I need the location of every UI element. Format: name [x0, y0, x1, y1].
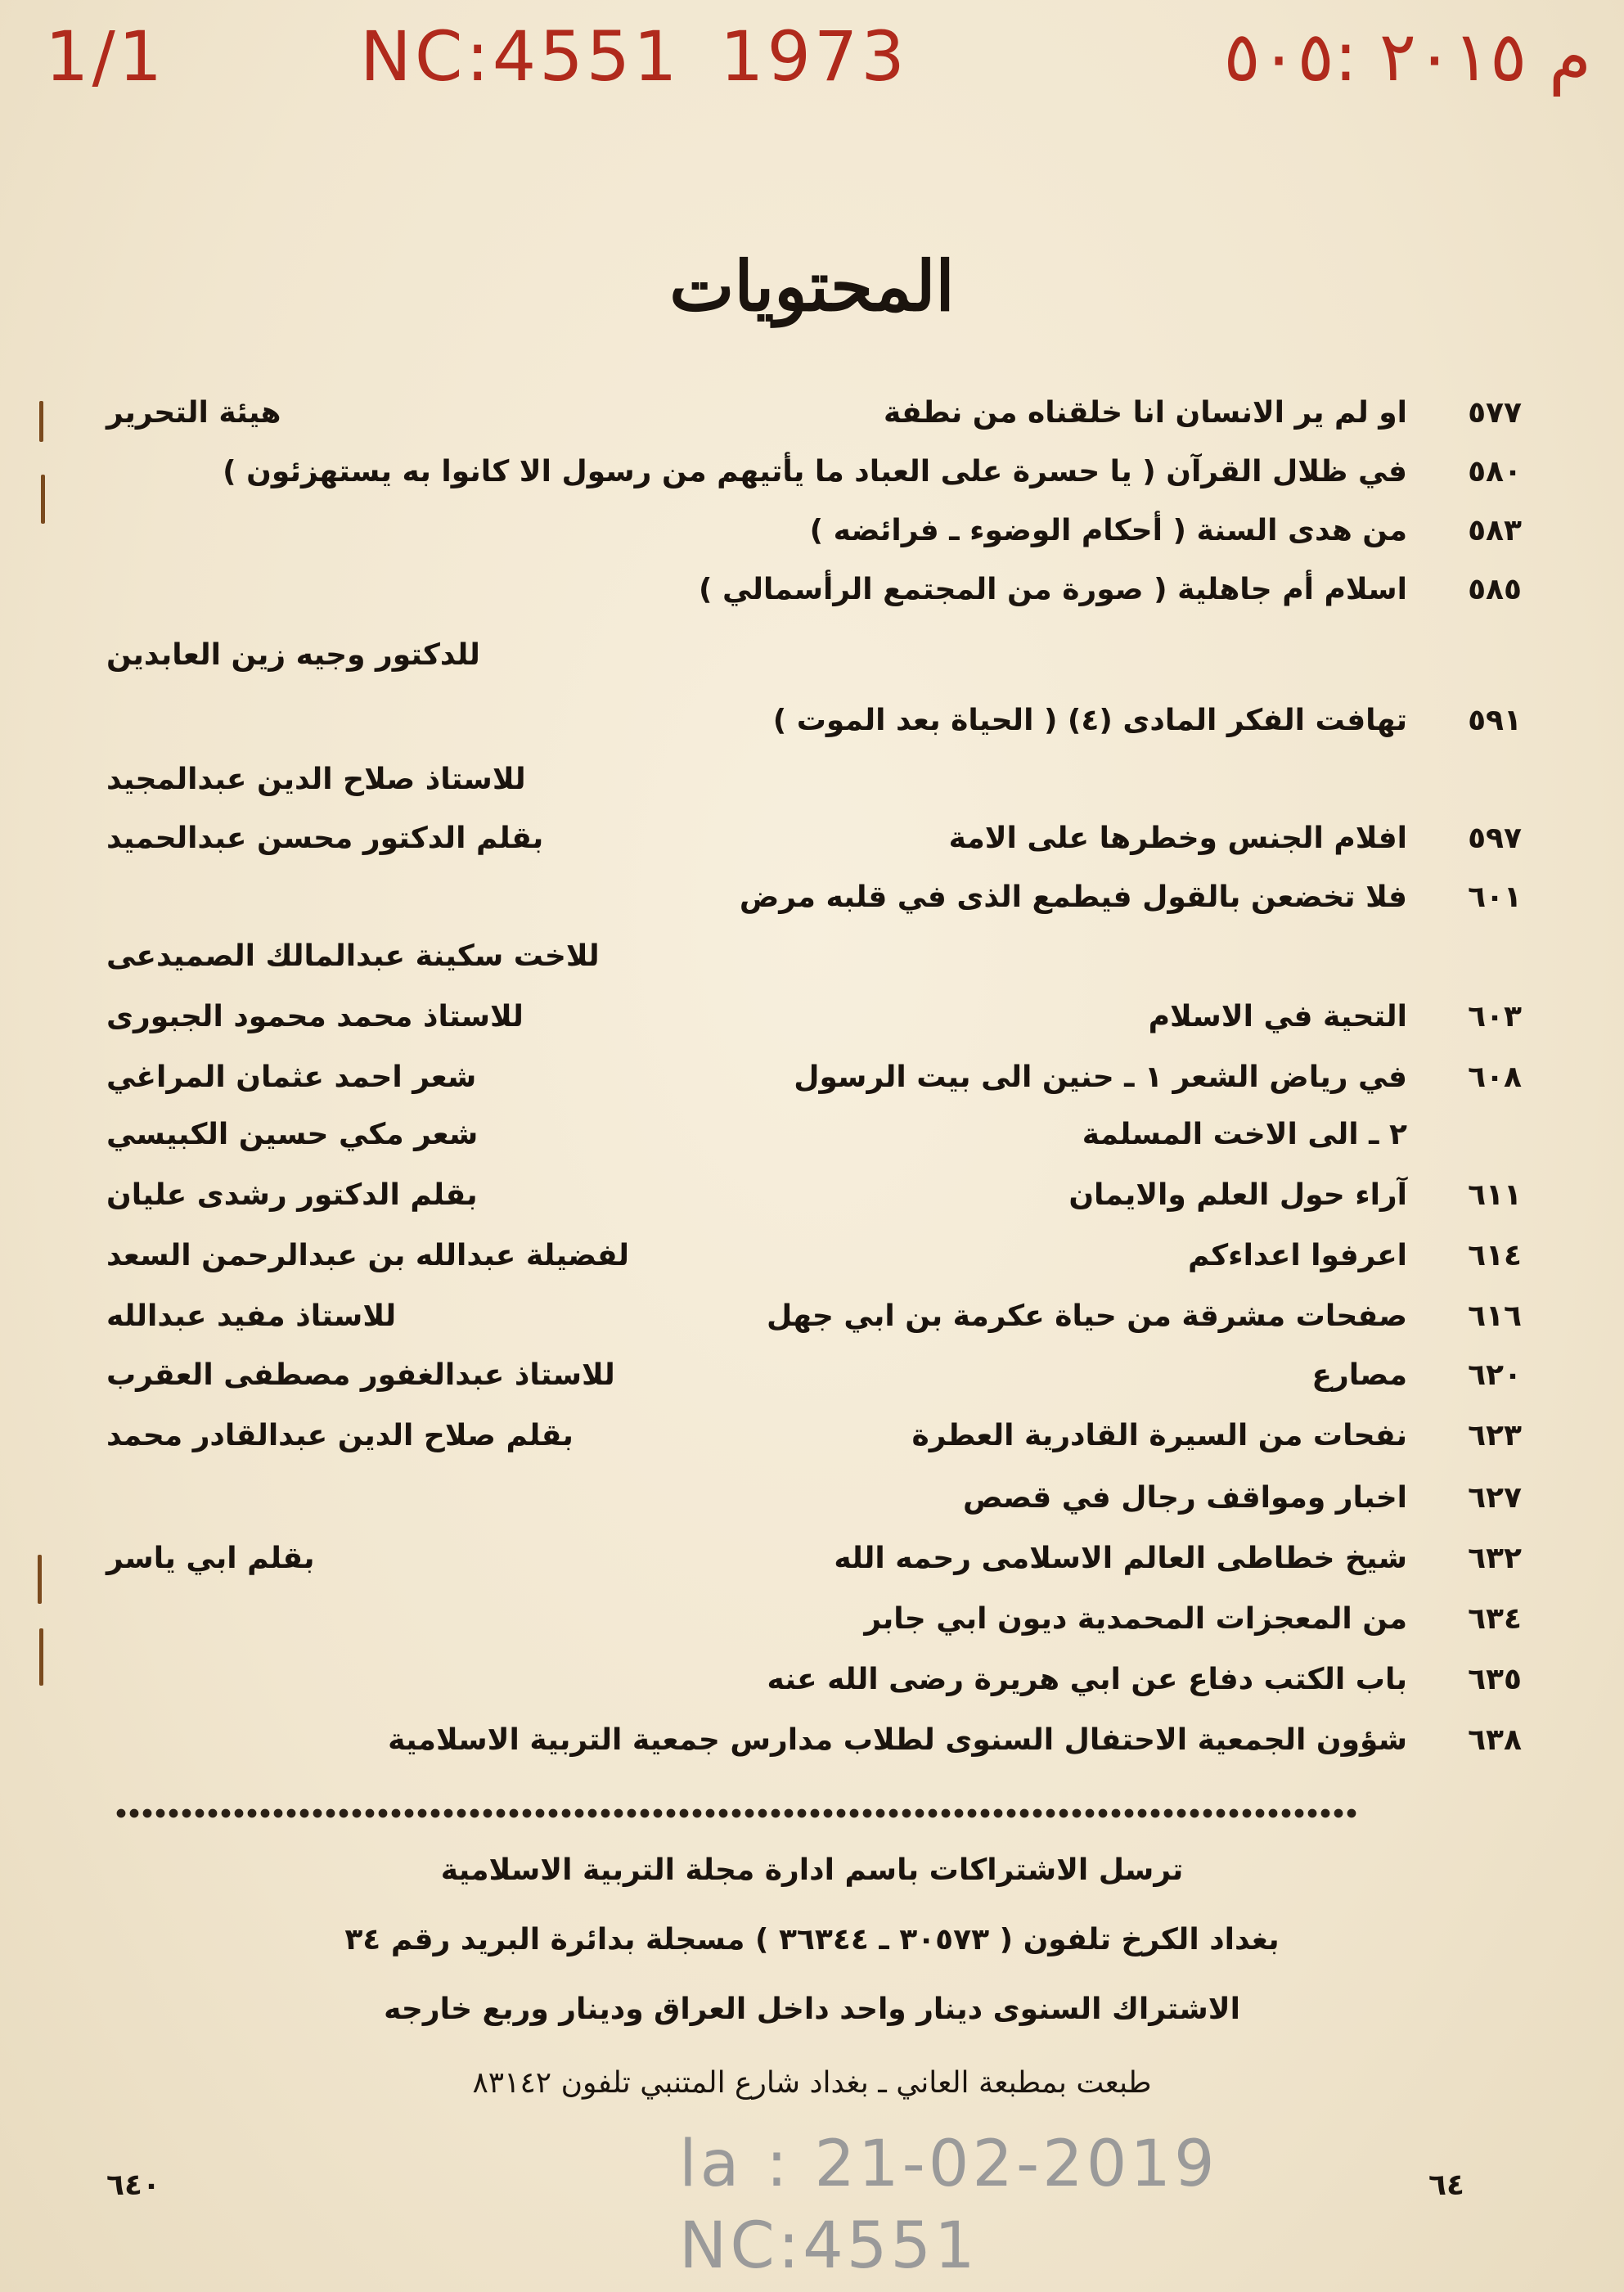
toc-title: من هدى السنة ( أحكام الوضوء ـ فرائضه ) [809, 514, 1407, 547]
toc-author: شعر احمد عثمان المراغي [106, 1060, 477, 1094]
toc-title: نفحات من السيرة القادرية العطرة [911, 1419, 1407, 1452]
toc-row [106, 1049, 1522, 1106]
toc-author: للاستاذ مفيد عبدالله [106, 1299, 397, 1333]
toc-page-number: ٦٣٥ [1468, 1663, 1522, 1696]
toc-page-number: ٦١٤ [1468, 1239, 1522, 1272]
toc-title: شيخ خطاطى العالم الاسلامى رحمه الله [834, 1542, 1407, 1575]
toc-title: في ظلال القرآن ( يا حسرة على العباد ما يأتيهم من رسول الا كانوا به يستهزئون ) [223, 455, 1407, 489]
page-title: المحتويات [669, 245, 955, 326]
handwritten-call-number-bottom: NC:4551 [679, 2209, 978, 2283]
toc-title: صفحات مشرقة من حياة عكرمة بن ابي جهل [767, 1299, 1407, 1333]
toc-row [106, 1712, 1522, 1769]
toc-title: اسلام أم جاهلية ( صورة من المجتمع الرأسمالي ) [699, 573, 1407, 606]
toc-page-number: ٦٣٨ [1468, 1723, 1522, 1757]
toc-author: للدكتور وجيه زين العابدين [106, 638, 480, 672]
toc-row [106, 1591, 1522, 1648]
margin-mark [41, 475, 45, 524]
toc-row [106, 1167, 1522, 1224]
handwritten-volume-note: 1/1 [45, 16, 166, 97]
toc-row [106, 1106, 1522, 1164]
toc-row [106, 988, 1522, 1046]
handwritten-year: 1973 [720, 16, 908, 97]
toc-page-number: ٥٧٧ [1468, 396, 1522, 430]
toc-title: شؤون الجمعية الاحتفال السنوى لطلاب مدارس جمعية التربية الاسلامية [388, 1723, 1407, 1757]
toc-page-number: ٦٢٠ [1468, 1358, 1522, 1392]
toc-page-number: ٥٨٠ [1468, 455, 1522, 489]
toc-author: للاستاذ عبدالغفور مصطفى العقرب [106, 1358, 615, 1392]
toc-row [106, 1288, 1522, 1345]
toc-author: للاستاذ محمد محمود الجبورى [106, 1000, 524, 1033]
contact-address: بغداد الكرخ تلفون ( ٣٠٥٧٣ ـ ٣٦٣٤٤ ) مسجلة بدائرة البريد رقم ٣٤ [344, 1923, 1280, 1957]
toc-title: آراء حول العلم والايمان [1068, 1178, 1407, 1212]
toc-author: للاستاذ صلاح الدين عبدالمجيد [106, 763, 526, 796]
toc-title: مصارع [1311, 1358, 1407, 1392]
toc-page-number: ٦٢٣ [1468, 1419, 1522, 1452]
toc-row [106, 1407, 1522, 1465]
toc-row [106, 1227, 1522, 1285]
toc-row [106, 751, 1522, 808]
toc-title: او لم ير الانسان انا خلقناه من نطفة [883, 396, 1407, 430]
toc-title: افلام الجنس وخطرها على الامة [948, 822, 1407, 855]
toc-author: شعر مكي حسين الكبيسي [106, 1118, 479, 1151]
toc-author: بقلم صلاح الدين عبدالقادر محمد [106, 1419, 574, 1452]
toc-row [106, 444, 1522, 501]
margin-mark [39, 1628, 43, 1686]
toc-row [106, 1530, 1522, 1587]
toc-row [106, 869, 1522, 926]
toc-page-number: ٦١٦ [1468, 1299, 1522, 1333]
ornamental-divider [115, 1807, 1358, 1820]
page-number-left: ٦٤٠ [106, 2168, 160, 2202]
toc-row [106, 692, 1522, 750]
handwritten-issue-note: م ٢٠١٥ :٥٠٥ [1223, 16, 1591, 97]
toc-page-number: ٦٠٨ [1468, 1060, 1522, 1094]
toc-row [106, 385, 1522, 442]
margin-mark [39, 401, 43, 442]
subscription-note: ترسل الاشتراكات باسم ادارة مجلة التربية الاسلامية [440, 1853, 1184, 1887]
toc-title: ٢ ـ الى الاخت المسلمة [1082, 1118, 1407, 1151]
toc-row [106, 810, 1522, 867]
subscription-price: الاشتراك السنوى دينار واحد داخل العراق ودينار وربع خارجه [384, 1993, 1240, 2026]
toc-page-number: ٥٩٧ [1468, 822, 1522, 855]
toc-page-number: ٦٢٧ [1468, 1481, 1522, 1515]
toc-page-number: ٦٣٢ [1468, 1542, 1522, 1575]
toc-title: تهافت الفكر المادى (٤) ( الحياة بعد الموت ) [772, 704, 1407, 737]
toc-title: التحية في الاسلام [1148, 1000, 1407, 1033]
toc-page-number: ٥٨٥ [1468, 573, 1522, 606]
toc-page-number: ٦٣٤ [1468, 1602, 1522, 1636]
margin-mark [38, 1555, 42, 1604]
toc-row [106, 502, 1522, 560]
toc-page-number: ٦٠١ [1468, 880, 1522, 914]
toc-author: لفضيلة عبدالله بن عبدالرحمن السعد [106, 1239, 630, 1272]
toc-page-number: ٦١١ [1468, 1178, 1522, 1212]
toc-row [106, 1347, 1522, 1404]
toc-row [106, 928, 1522, 985]
toc-title: في رياض الشعر ١ ـ حنين الى بيت الرسول [794, 1060, 1407, 1094]
toc-author: بقلم ابي ياسر [106, 1542, 315, 1575]
toc-page-number: ٦٠٣ [1468, 1000, 1522, 1033]
handwritten-date-note: la : 21-02-2019 [679, 2128, 1218, 2201]
toc-title: باب الكتب دفاع عن ابي هريرة رضى الله عنه [767, 1663, 1407, 1696]
toc-author: للاخت سكينة عبدالمالك الصميدعى [106, 939, 600, 973]
toc-author: هيئة التحرير [106, 396, 281, 430]
toc-title: من المعجزات المحمدية ديون ابي جابر [864, 1602, 1407, 1636]
handwritten-call-number: NC:4551 [360, 16, 681, 97]
toc-row [106, 1470, 1522, 1527]
toc-title: اخبار ومواقف رجال في قصص [963, 1481, 1407, 1515]
page-number-right: ٦٤ [1428, 2168, 1464, 2202]
toc-row [106, 561, 1522, 619]
toc-row [106, 627, 1522, 684]
toc-row [106, 1651, 1522, 1709]
printer-info: طبعت بمطبعة العاني ـ بغداد شارع المتنبي تلفون ٨٣١٤٢ [472, 2066, 1152, 2100]
toc-author: بقلم الدكتور محسن عبدالحميد [106, 822, 544, 855]
toc-page-number: ٥٩١ [1468, 704, 1522, 737]
toc-author: بقلم الدكتور رشدى عليان [106, 1178, 478, 1212]
toc-page-number: ٥٨٣ [1468, 514, 1522, 547]
toc-title: فلا تخضعن بالقول فيطمع الذى في قلبه مرض [739, 880, 1407, 914]
toc-title: اعرفوا اعداءكم [1188, 1239, 1407, 1272]
